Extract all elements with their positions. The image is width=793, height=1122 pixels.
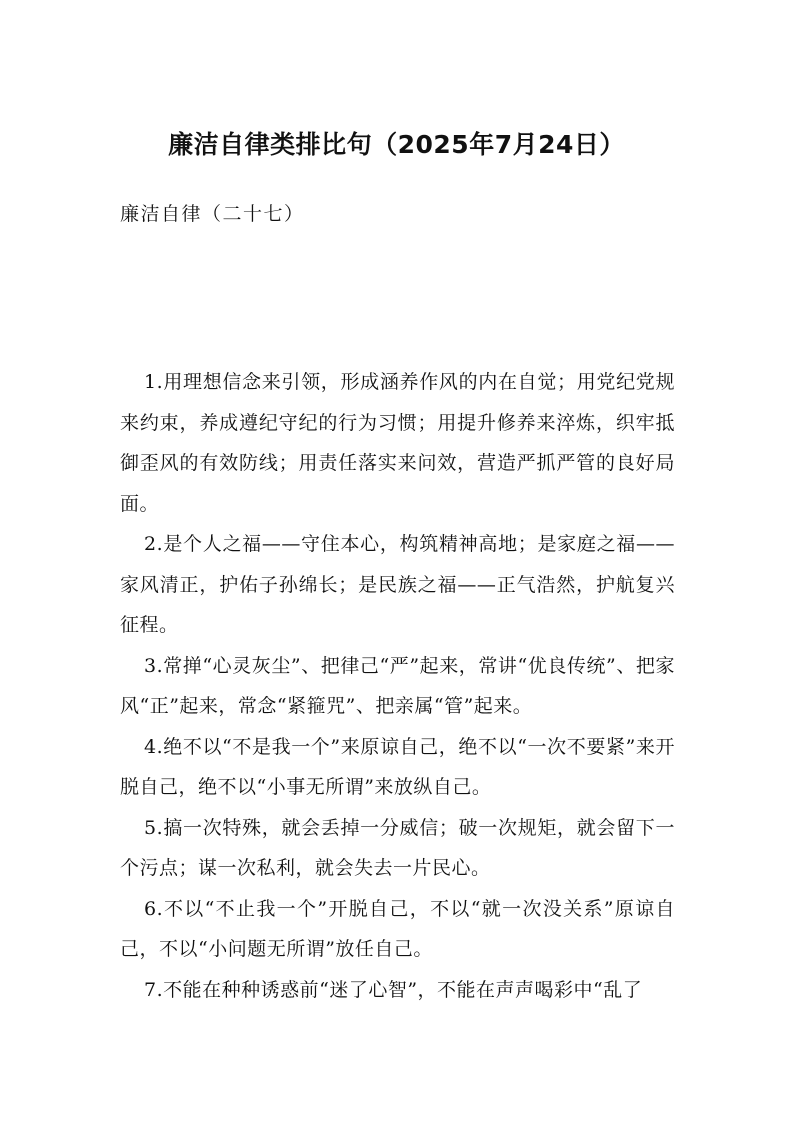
paragraph: 5.搞一次特殊，就会丢掉一分威信；破一次规矩，就会留下一个污点；谋一次私利，就会失去一片民心。	[120, 816, 675, 879]
paragraph: 2.是个人之福——守住本心，构筑精神高地；是家庭之福——家风清正，护佑子孙绵长；是民族之福——正气浩然，护航复兴征程。	[120, 533, 675, 636]
paragraph: 3.常掸“心灵灰尘”、把律己“严”起来，常讲“优良传统”、把家风“正”起来，常念“紧箍咒”、把亲属“管”起来。	[120, 654, 675, 717]
section-heading: 廉洁自律（二十七）	[120, 203, 305, 225]
paragraph: 4.绝不以“不是我一个”来原谅自己，绝不以“一次不要紧”来开脱自己，绝不以“小事无所谓”来放纵自己。	[120, 735, 675, 798]
paragraph: 1.用理想信念来引领，形成涵养作风的内在自觉；用党纪党规来约束，养成遵纪守纪的行为习惯；用提升修养来淬炼，织牢抵御歪风的有效防线；用责任落实来问效，营造严抓严管的良好局面。	[120, 371, 675, 515]
paragraph-list	[120, 362, 675, 1010]
paragraph: 7.不能在种种诱惑前“迷了心智”，不能在声声喝彩中“乱了	[144, 978, 643, 1001]
document-title: 廉洁自律类排比句（2025年7月24日）	[168, 130, 625, 159]
paragraph: 6.不以“不止我一个”开脱自己，不以“就一次没关系”原谅自己，不以“小问题无所谓”放任自己。	[120, 897, 675, 960]
